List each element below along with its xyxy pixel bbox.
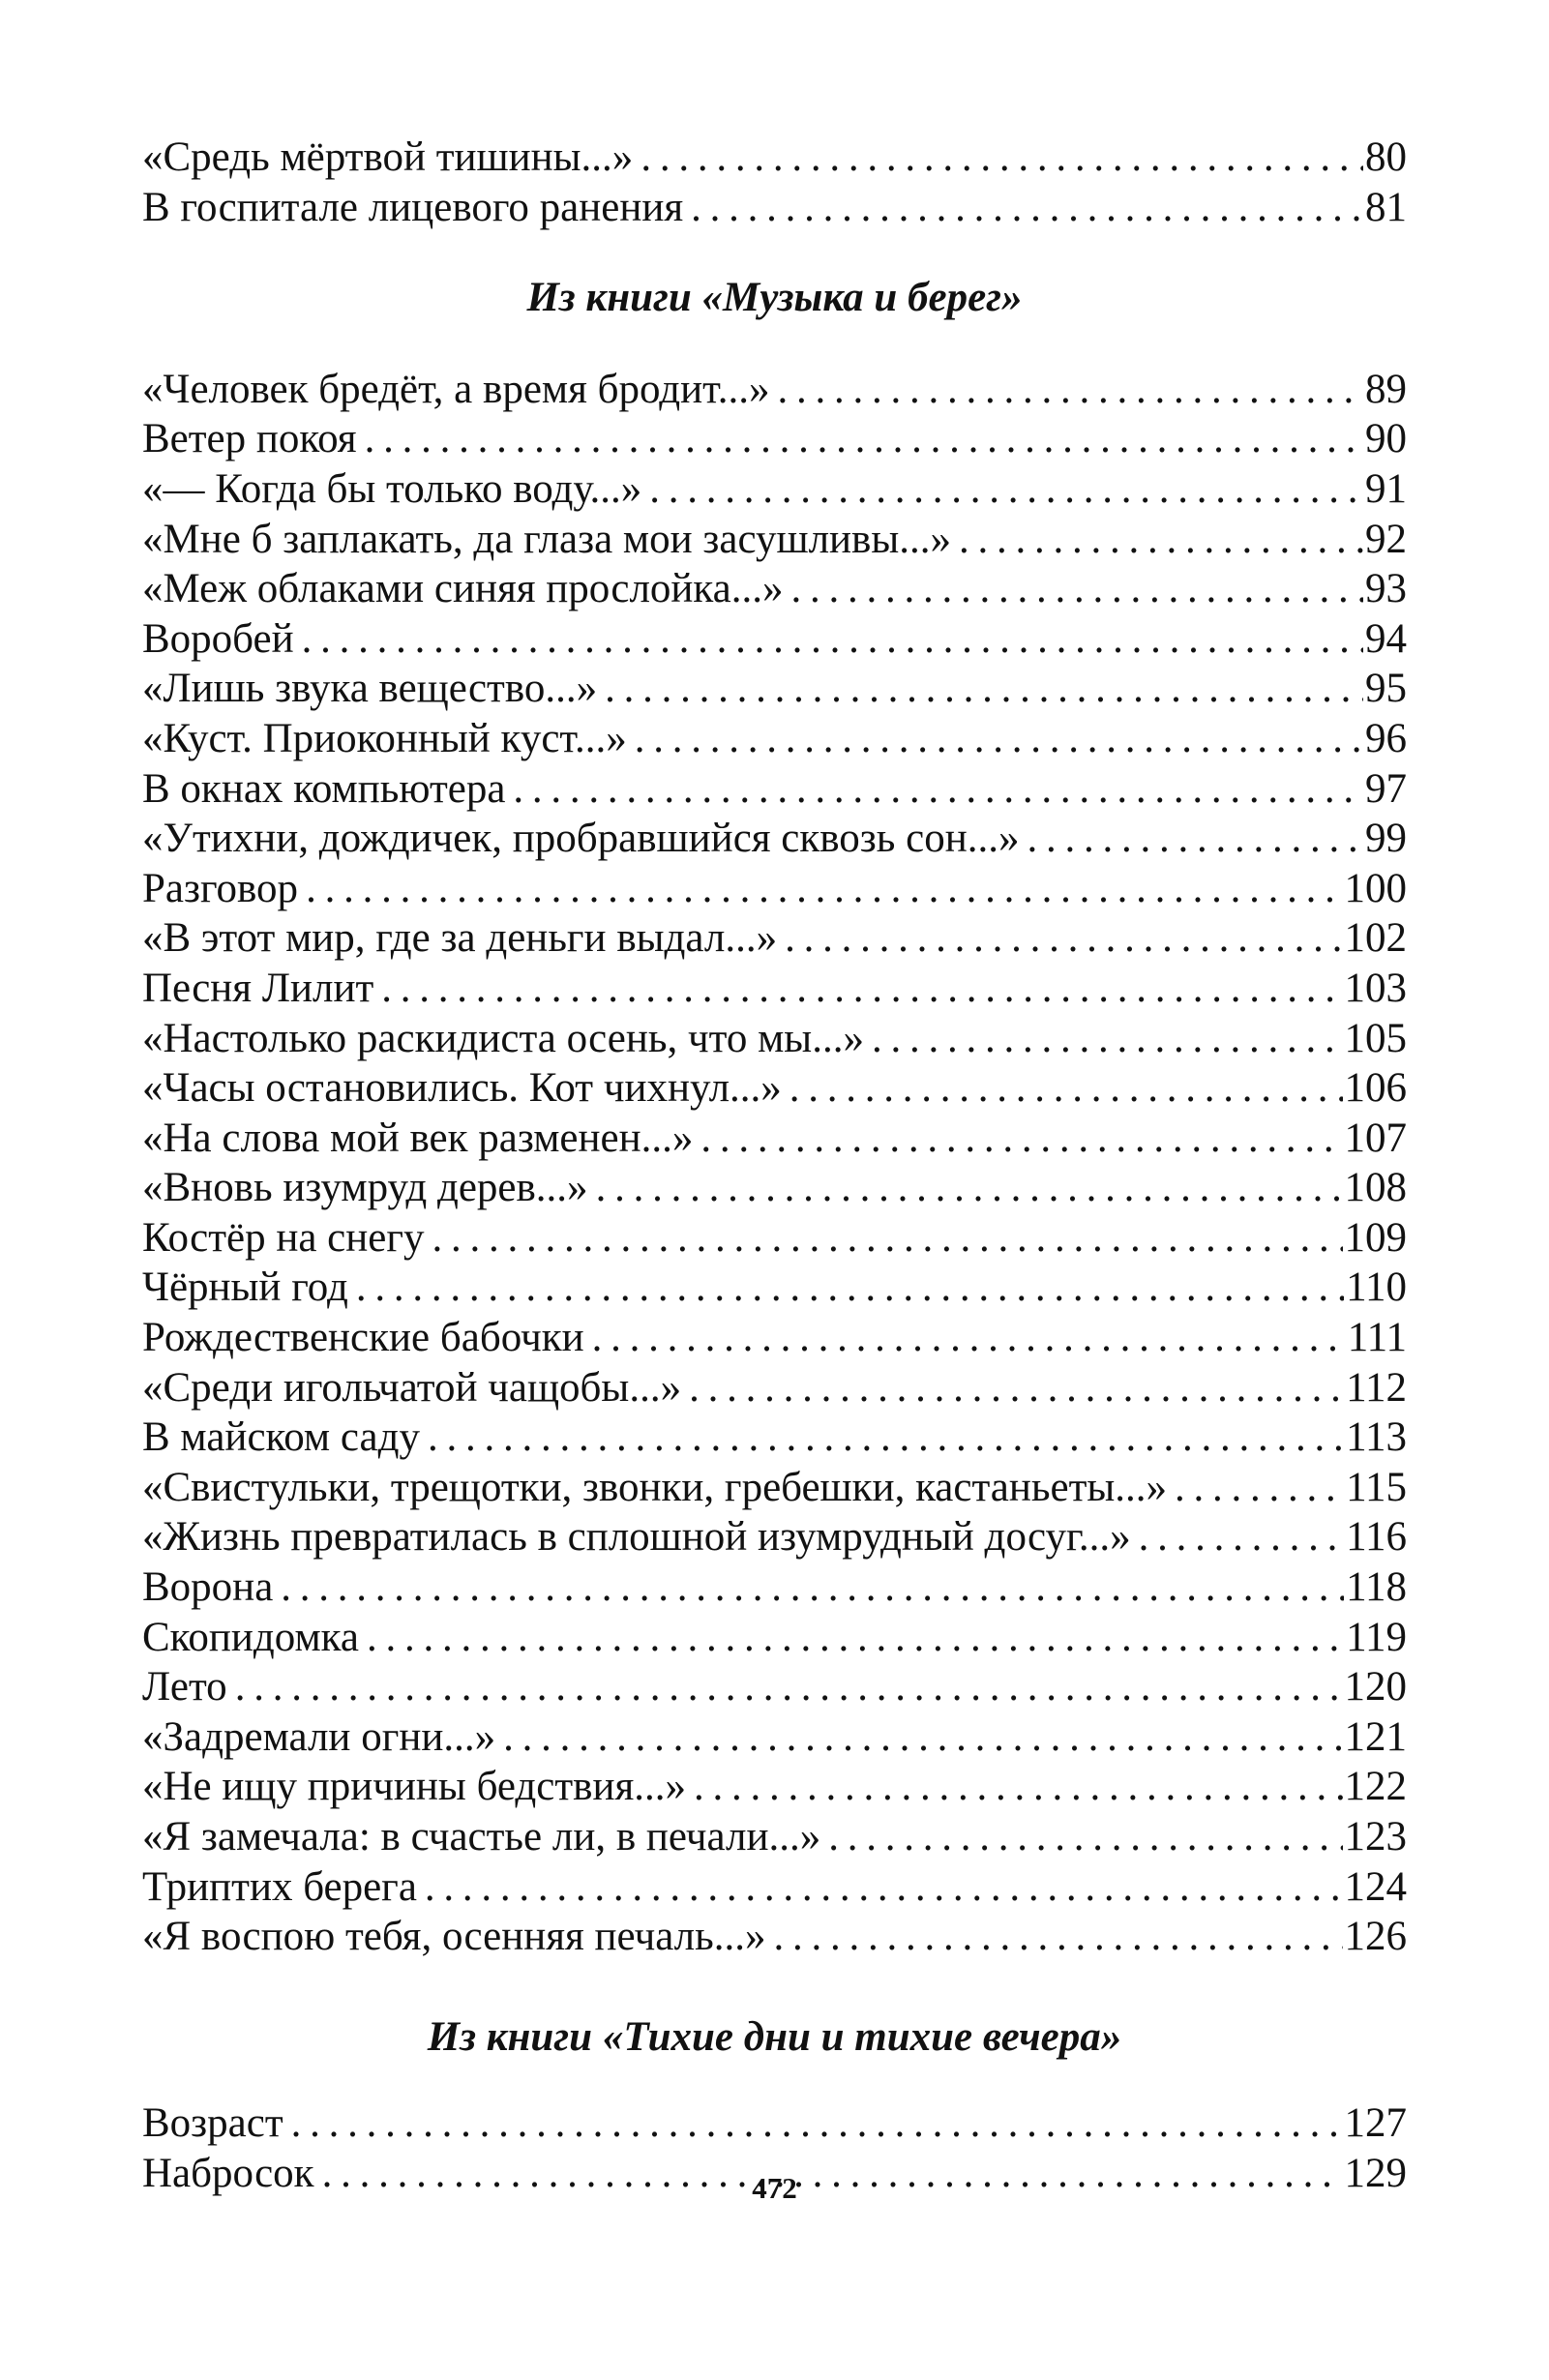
dot-leader: [649, 464, 1363, 515]
dot-leader: [872, 1014, 1343, 1064]
entry-page-number: 91: [1363, 464, 1407, 515]
entry-page-number: 109: [1343, 1213, 1408, 1264]
page-number: 472: [752, 2171, 797, 2205]
entry-title: Ворона: [142, 1562, 281, 1613]
entry-page-number: 122: [1343, 1762, 1408, 1812]
entry-title: «Средь мёртвой тишины...»: [142, 133, 640, 183]
dot-leader: [773, 1912, 1342, 1962]
dot-leader: [596, 1163, 1343, 1213]
entry-page-number: 99: [1363, 814, 1407, 864]
section-heading: Из книги «Музыка и берег»: [526, 275, 1023, 321]
dot-leader: [789, 1063, 1343, 1114]
dot-leader: [513, 764, 1363, 815]
entry-page-number: 112: [1344, 1363, 1407, 1413]
dot-leader: [691, 183, 1363, 233]
entry-page-number: 103: [1343, 964, 1408, 1014]
entry-page-number: 93: [1363, 564, 1407, 614]
entry-page-number: 113: [1344, 1413, 1407, 1463]
entry-page-number: 80: [1363, 133, 1407, 183]
dot-leader: [700, 1114, 1342, 1164]
entry-page-number: 119: [1344, 1613, 1407, 1663]
toc-entry: [142, 464, 1407, 515]
dot-leader: [592, 1313, 1346, 1363]
toc-entry: [142, 1762, 1407, 1812]
table-of-contents: [142, 133, 1407, 2199]
toc-entry: [142, 1562, 1407, 1613]
entry-page-number: 90: [1363, 414, 1407, 464]
toc-entry: [142, 1313, 1407, 1363]
entry-page-number: 116: [1344, 1512, 1407, 1562]
entry-title: «Я воспою тебя, осенняя печаль...»: [142, 1912, 773, 1962]
toc-entry: [142, 1213, 1407, 1264]
entry-page-number: 97: [1363, 764, 1407, 815]
entry-page-number: 94: [1363, 614, 1407, 665]
entry-page-number: 110: [1344, 1263, 1407, 1313]
entry-title: «Человек бредёт, а время бродит...»: [142, 365, 778, 415]
dot-leader: [605, 664, 1363, 714]
entry-title: «Среди игольчатой чащобы...»: [142, 1363, 689, 1413]
dot-leader: [302, 614, 1363, 665]
entry-title: «Настолько раскидиста осень, что мы...»: [142, 1014, 872, 1064]
entry-title: «Не ищу причины бедствия...»: [142, 1762, 694, 1812]
dot-leader: [1139, 1512, 1345, 1562]
entry-title: Песня Лилит: [142, 964, 381, 1014]
entry-title: Разговор: [142, 864, 306, 914]
dot-leader: [640, 133, 1363, 183]
entry-title: «Часы остановились. Кот чихнул...»: [142, 1063, 789, 1114]
toc-entry: [142, 1014, 1407, 1064]
toc-entry: [142, 1613, 1407, 1663]
toc-entry: [142, 1912, 1407, 1962]
entry-title: Скопидомка: [142, 1613, 367, 1663]
toc-entry: [142, 1413, 1407, 1463]
dot-leader: [828, 1812, 1342, 1862]
toc-entry: [142, 1712, 1407, 1763]
entry-title: Триптих берега: [142, 1862, 425, 1913]
toc-entry: [142, 133, 1407, 183]
dot-leader: [281, 1562, 1344, 1613]
entry-title: В майском саду: [142, 1413, 428, 1463]
dot-leader: [365, 414, 1363, 464]
toc-entry: [142, 764, 1407, 815]
toc-entry: [142, 564, 1407, 614]
toc-entry: [142, 864, 1407, 914]
dot-leader: [1028, 814, 1364, 864]
dot-leader: [428, 1413, 1344, 1463]
toc-entry: [142, 1363, 1407, 1413]
toc-entry: [142, 183, 1407, 233]
entry-page-number: 107: [1343, 1114, 1408, 1164]
entry-page-number: 115: [1344, 1463, 1407, 1513]
entry-title: Набросок: [142, 2149, 322, 2199]
entry-page-number: 106: [1343, 1063, 1408, 1114]
entry-page-number: 105: [1343, 1014, 1408, 1064]
toc-entry: [142, 1662, 1407, 1712]
dot-leader: [291, 2098, 1343, 2149]
entry-page-number: 96: [1363, 714, 1407, 764]
entry-title: Костёр на снегу: [142, 1213, 432, 1264]
toc-entry: [142, 515, 1407, 565]
dot-leader: [503, 1712, 1342, 1763]
entry-page-number: 89: [1363, 365, 1407, 415]
entry-title: «Свистульки, трещотки, звонки, гребешки, кастаньеты...»: [142, 1463, 1175, 1513]
entry-title: «Вновь изумруд дерев...»: [142, 1163, 596, 1213]
toc-entry: [142, 1812, 1407, 1862]
toc-entry: [142, 1063, 1407, 1114]
dot-leader: [432, 1213, 1343, 1264]
toc-entry: [142, 964, 1407, 1014]
toc-group-a: [142, 133, 1407, 232]
dot-leader: [778, 365, 1364, 415]
dot-leader: [1175, 1463, 1344, 1513]
entry-page-number: 111: [1346, 1313, 1407, 1363]
entry-page-number: 121: [1343, 1712, 1408, 1763]
entry-title: «— Когда бы только воду...»: [142, 464, 649, 515]
dot-leader: [635, 714, 1363, 764]
dot-leader: [425, 1862, 1343, 1913]
entry-page-number: 118: [1344, 1562, 1407, 1613]
dot-leader: [959, 515, 1363, 565]
entry-title: Чёрный год: [142, 1263, 356, 1313]
toc-entry: [142, 1512, 1407, 1562]
dot-leader: [689, 1363, 1344, 1413]
dot-leader: [694, 1762, 1342, 1812]
entry-title: «В этот мир, где за деньги выдал...»: [142, 913, 785, 964]
entry-title: «Мне б заплакать, да глаза мои засушливы...»: [142, 515, 959, 565]
entry-title: «Жизнь превратилась в сплошной изумрудный досуг...»: [142, 1512, 1139, 1562]
entry-page-number: 102: [1343, 913, 1408, 964]
toc-entry: [142, 714, 1407, 764]
entry-title: «Куст. Приоконный куст...»: [142, 714, 635, 764]
entry-page-number: 124: [1343, 1862, 1408, 1913]
entry-page-number: 100: [1343, 864, 1408, 914]
entry-page-number: 123: [1343, 1812, 1408, 1862]
toc-entry: [142, 1263, 1407, 1313]
entry-title: Рождественские бабочки: [142, 1313, 592, 1363]
dot-leader: [356, 1263, 1344, 1313]
entry-page-number: 95: [1363, 664, 1407, 714]
entry-title: «Лишь звука вещество...»: [142, 664, 605, 714]
entry-page-number: 129: [1343, 2149, 1408, 2199]
toc-entry: [142, 1463, 1407, 1513]
dot-leader: [367, 1613, 1344, 1663]
entry-page-number: 126: [1343, 1912, 1408, 1962]
toc-group-b: [142, 365, 1407, 1962]
entry-title: Ветер покоя: [142, 414, 365, 464]
entry-title: «На слова мой век разменен...»: [142, 1114, 700, 1164]
toc-entry: [142, 814, 1407, 864]
toc-entry: [142, 1114, 1407, 1164]
toc-entry: [142, 414, 1407, 464]
entry-title: «Утихни, дождичек, пробравшийся сквозь сон...»: [142, 814, 1028, 864]
dot-leader: [791, 564, 1364, 614]
toc-entry: [142, 614, 1407, 665]
toc-entry: [142, 365, 1407, 415]
dot-leader: [381, 964, 1342, 1014]
entry-title: Лето: [142, 1662, 235, 1712]
entry-title: В окнах компьютера: [142, 764, 513, 815]
entry-page-number: 108: [1343, 1163, 1408, 1213]
entry-title: «Меж облаками синяя прослойка...»: [142, 564, 791, 614]
entry-page-number: 92: [1363, 515, 1407, 565]
toc-entry: [142, 1163, 1407, 1213]
entry-title: Возраст: [142, 2098, 291, 2149]
entry-page-number: 127: [1343, 2098, 1408, 2149]
toc-entry: [142, 664, 1407, 714]
entry-page-number: 81: [1363, 183, 1407, 233]
entry-page-number: 120: [1343, 1662, 1408, 1712]
toc-entry: [142, 1862, 1407, 1913]
dot-leader: [235, 1662, 1343, 1712]
dot-leader: [785, 913, 1342, 964]
toc-entry: [142, 2098, 1407, 2149]
section-heading: Из книги «Тихие дни и тихие вечера»: [427, 2013, 1122, 2060]
toc-entry: [142, 913, 1407, 964]
entry-title: «Задремали огни...»: [142, 1712, 503, 1763]
entry-title: Воробей: [142, 614, 302, 665]
entry-title: «Я замечала: в счастье ли, в печали...»: [142, 1812, 828, 1862]
entry-title: В госпитале лицевого ранения: [142, 183, 691, 233]
dot-leader: [306, 864, 1342, 914]
